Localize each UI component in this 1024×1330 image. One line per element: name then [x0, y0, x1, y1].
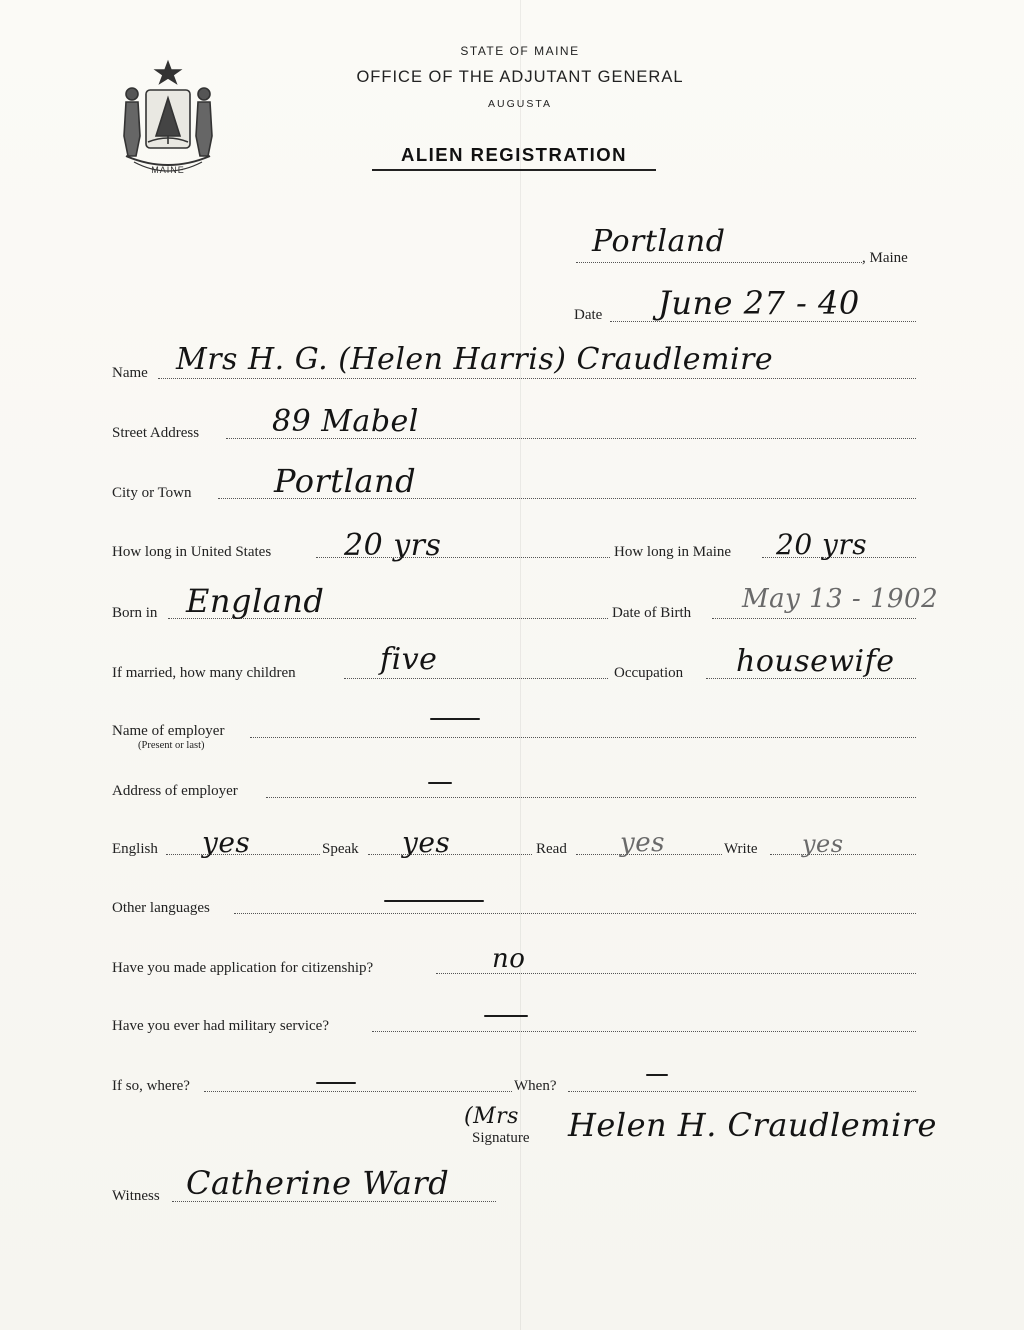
how-long-us-label: How long in United States [112, 544, 272, 560]
occupation-value: housewife [736, 644, 895, 679]
when-line [568, 1091, 916, 1092]
employer-name-label: Name of employer [112, 723, 225, 739]
military-dash [484, 1015, 528, 1017]
maine-label: , Maine [862, 250, 908, 266]
street-label: Street Address [112, 425, 200, 441]
street-value: 89 Mabel [272, 404, 419, 439]
signature-label: Signature [472, 1130, 530, 1146]
state-seal-icon [112, 56, 224, 186]
born-in-label: Born in [112, 605, 158, 621]
children-label: If married, how many children [112, 665, 296, 681]
other-languages-dash [384, 900, 484, 902]
name-line [158, 378, 916, 379]
where-dash [316, 1082, 356, 1084]
when-dash [646, 1074, 668, 1076]
employer-name-note: (Present or last) [138, 740, 205, 751]
read-label: Read [536, 841, 567, 857]
date-value: June 27 - 40 [658, 284, 860, 322]
how-long-maine-value: 20 yrs [776, 528, 868, 561]
employer-name-line [250, 737, 916, 738]
when-label: When? [514, 1078, 557, 1094]
name-value: Mrs H. G. (Helen Harris) Craudlemire [176, 342, 774, 377]
name-label: Name [112, 365, 148, 381]
employer-name-dash [430, 718, 480, 720]
city-heading: AUGUSTA [488, 98, 552, 110]
state-heading: STATE OF MAINE [460, 44, 580, 58]
other-languages-label: Other languages [112, 900, 210, 916]
seal-text: MAINE [151, 165, 185, 175]
military-label: Have you ever had military service? [112, 1018, 329, 1034]
signature-prefix: (Mrs [464, 1104, 519, 1129]
employer-address-label: Address of employer [112, 783, 238, 799]
how-long-us-value: 20 yrs [344, 528, 442, 563]
employer-address-line [266, 797, 916, 798]
children-line [344, 678, 608, 679]
where-label: If so, where? [112, 1078, 190, 1094]
citizenship-value: no [492, 944, 526, 974]
how-long-maine-label: How long in Maine [614, 544, 732, 560]
speak-value: yes [402, 826, 451, 859]
place-value: Portland [592, 224, 726, 259]
write-value: yes [802, 830, 844, 858]
date-label: Date [574, 307, 603, 323]
dob-value: May 13 - 1902 [742, 584, 939, 614]
where-line [204, 1091, 512, 1092]
place-line [576, 262, 862, 263]
employer-address-dash [428, 782, 452, 784]
born-in-value: England [186, 582, 325, 620]
military-line [372, 1031, 916, 1032]
city-town-value: Portland [274, 462, 417, 500]
english-label: English [112, 841, 158, 857]
write-label: Write [724, 841, 758, 857]
english-value: yes [202, 826, 251, 859]
dob-label: Date of Birth [612, 605, 692, 621]
office-heading: OFFICE OF THE ADJUTANT GENERAL [356, 68, 684, 86]
occupation-label: Occupation [614, 665, 684, 681]
dob-line [712, 618, 916, 619]
signature-value: Helen H. Craudlemire [568, 1106, 937, 1144]
other-languages-line [234, 913, 916, 914]
witness-label: Witness [112, 1188, 160, 1204]
city-town-label: City or Town [112, 485, 192, 501]
witness-value: Catherine Ward [186, 1164, 450, 1202]
read-value: yes [620, 828, 665, 858]
speak-label: Speak [322, 841, 359, 857]
form-title: ALIEN REGISTRATION [372, 144, 656, 171]
citizenship-label: Have you made application for citizenship? [112, 960, 374, 976]
children-value: five [380, 642, 438, 677]
